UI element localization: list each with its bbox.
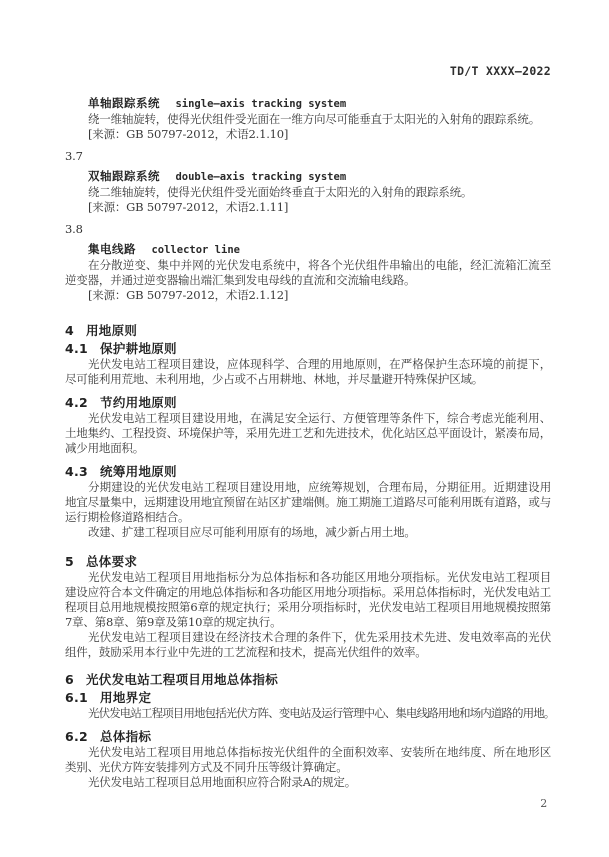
section-heading-4-1 — [65, 341, 551, 357]
section-title: 用地界定 — [100, 690, 152, 705]
section-heading-4 — [65, 323, 551, 339]
term-definition: 在分散逆变、集中并网的光伏发电系统中，将各个光伏组件串输出的电能，经汇流箱汇流至逆变器，并通过逆变器输出端汇集到发电母线的直流和交流输电线路。 — [65, 258, 551, 287]
term-title — [65, 169, 551, 185]
term-block — [65, 169, 551, 215]
section-title: 用地原则 — [86, 323, 138, 338]
term-name: 双轴跟踪系统 — [88, 169, 160, 183]
section-heading-4-2 — [65, 395, 551, 411]
page-header — [65, 64, 551, 78]
term-source: [来源：GB 50797-2012，术语2.1.10] — [88, 127, 289, 141]
page-number: 2 — [540, 797, 547, 810]
section-number: 5 — [65, 554, 74, 569]
section-number: 4.3 — [65, 464, 89, 479]
paragraph: 光伏发电站工程项目总用地面积应符合附录A的规定。 — [88, 775, 357, 789]
section-heading-6 — [65, 672, 551, 688]
section-heading-4-3 — [65, 464, 551, 480]
section-title: 保护耕地原则 — [100, 341, 177, 356]
term-source: [来源：GB 50797-2012，术语2.1.11] — [88, 200, 289, 214]
section-heading-6-2 — [65, 729, 551, 745]
document-content — [65, 96, 555, 790]
term-title — [65, 242, 551, 258]
section-heading-6-1 — [65, 690, 551, 706]
clause-number: 3.8 — [65, 222, 83, 236]
term-name: 集电线路 — [88, 242, 136, 256]
term-definition: 绕二维轴旋转，使得光伏组件受光面始终垂直于太阳光的入射角的跟踪系统。 — [88, 185, 473, 199]
section-title: 总体要求 — [86, 554, 138, 569]
term-name-en: collector line — [151, 244, 240, 256]
section-title: 光伏发电站工程项目用地总体指标 — [86, 672, 279, 687]
section-number: 4.1 — [65, 341, 89, 356]
paragraph: 光伏发电站工程项目建设在经济技术合理的条件下，优先采用技术先进、发电效率高的光伏组件，鼓励采用本行业中先进的工艺流程和技术，提高光伏组件的效率。 — [65, 630, 551, 659]
section-number: 4.2 — [65, 395, 89, 410]
section-number: 6 — [65, 672, 74, 687]
term-source: [来源：GB 50797-2012，术语2.1.12] — [88, 288, 289, 302]
term-title — [65, 96, 551, 112]
section-number: 6.1 — [65, 690, 89, 705]
paragraph: 分期建设的光伏发电站工程项目建设用地，应统筹规划，合理布局，分期征用。近期建设用地宜尽量集中，远期建设用地宜预留在站区扩建端侧。施工期施工道路尽可能利用既有道路，或与运行期检修道路相结合。 — [65, 480, 551, 524]
section-title: 统筹用地原则 — [100, 464, 177, 479]
page-footer — [540, 797, 547, 811]
section-title: 节约用地原则 — [100, 395, 177, 410]
term-block — [65, 242, 551, 303]
term-name: 单轴跟踪系统 — [88, 96, 160, 110]
section-title: 总体指标 — [100, 729, 152, 744]
paragraph: 光伏发电站工程项目建设用地，在满足安全运行、方便管理等条件下，综合考虑光能利用、土地集约、工程投资、环境保护等，采用先进工艺和先进技术，优化站区总平面设计，紧凑布局，减少用地面积。 — [65, 411, 551, 455]
section-heading-5 — [65, 554, 551, 570]
term-name-en: single—axis tracking system — [175, 98, 347, 110]
paragraph: 光伏发电站工程项目用地指标分为总体指标和各功能区用地分项指标。光伏发电站工程项目建设应符合本文件确定的用地总体指标和各功能区用地分项指标。采用总体指标时，光伏发电站工程项目总用地规模按照第6章的规定执行；采用分项指标时，光伏发电站工程项目用地规模按照第7章、第8章、第9章及第10章的规定执行。 — [65, 570, 551, 629]
paragraph: 光伏发电站工程项目建设，应体现科学、合理的用地原则，在严格保护生态环境的前提下，尽可能利用荒地、未利用地，少占或不占用耕地、林地，并尽量避开特殊保护区域。 — [65, 357, 551, 386]
section-number: 4 — [65, 323, 74, 338]
term-definition: 绕一维轴旋转，使得光伏组件受光面在一维方向尽可能垂直于太阳光的入射角的跟踪系统。 — [88, 112, 540, 126]
standard-number: TD/T XXXX—2022 — [449, 64, 551, 78]
section-number: 6.2 — [65, 729, 89, 744]
paragraph: 光伏发电站工程项目用地包括光伏方阵、变电站及运行管理中心、集电线路用地和场内道路的用地。 — [88, 706, 555, 720]
paragraph: 改建、扩建工程项目应尽可能利用原有的场地，减少新占用土地。 — [88, 525, 416, 539]
paragraph: 光伏发电站工程项目用地总体指标按光伏组件的全面积效率、安装所在地纬度、所在地形区类别、光伏方阵安装排列方式及不同升压等级计算确定。 — [65, 745, 551, 774]
clause-number: 3.7 — [65, 149, 83, 163]
term-block — [65, 96, 551, 142]
term-name-en: double—axis tracking system — [175, 171, 347, 183]
